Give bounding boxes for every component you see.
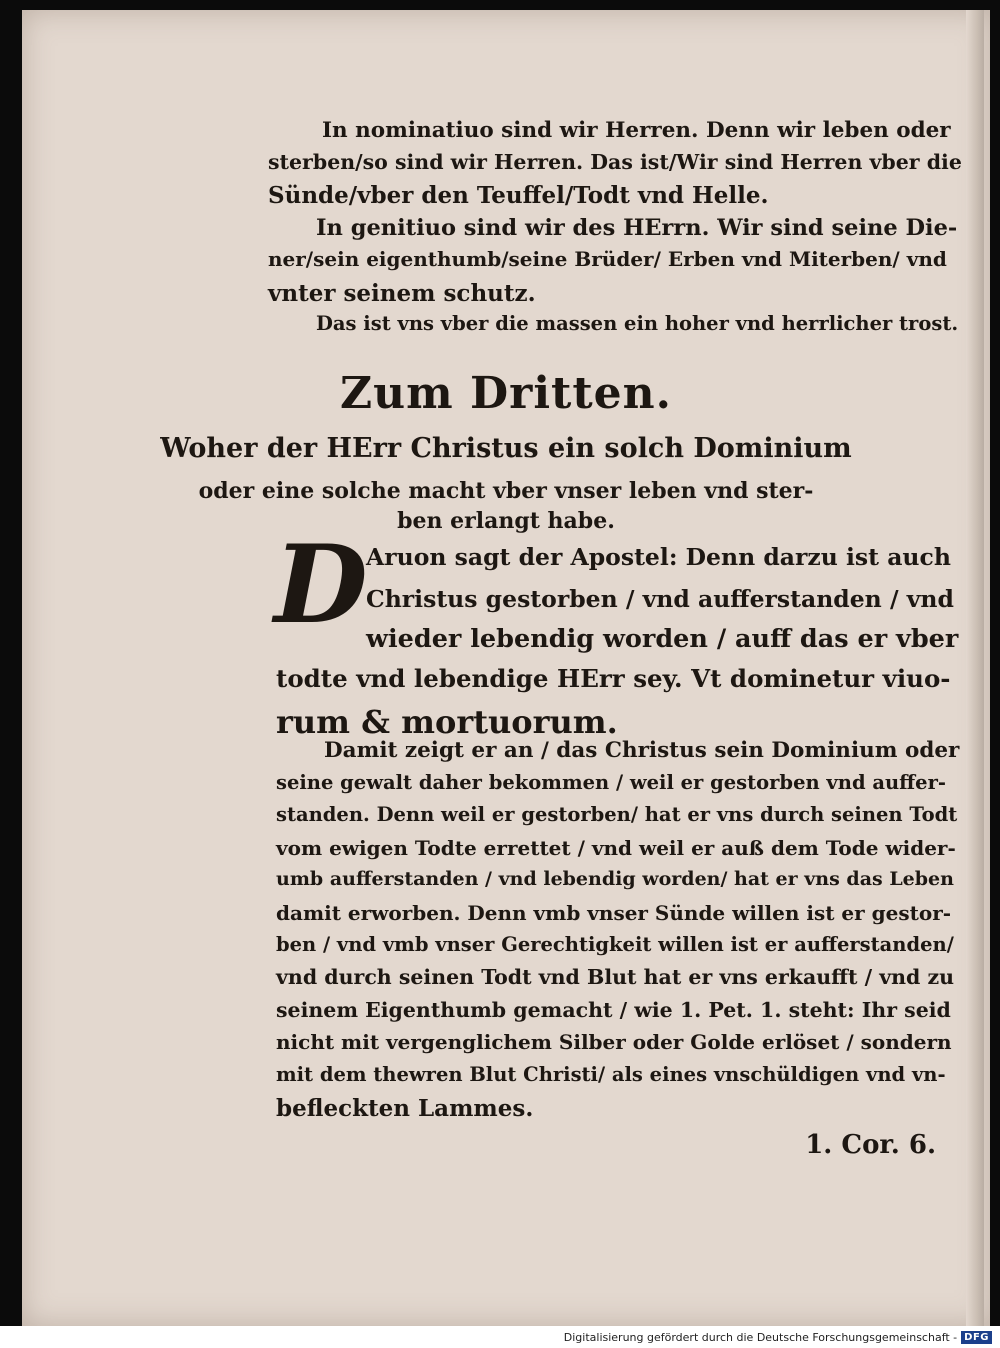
- text-line: ner/sein eigenthumb/seine Brüder/ Erben vnd Miterben/ vnd: [268, 247, 947, 271]
- text-line: rum & mortuorum.: [276, 703, 618, 741]
- catchword: 1. Cor. 6.: [805, 1130, 936, 1160]
- text-line: Das ist vns vber die massen ein hoher vnd herrlicher trost.: [316, 312, 959, 335]
- text-line: In genitiuo sind wir des HErrn. Wir sind seine Die-: [316, 215, 958, 241]
- footer-credit-bar: [0, 1326, 1000, 1348]
- text-line: befleckten Lammes.: [276, 1095, 534, 1122]
- text-line: Sünde/vber den Teuffel/Todt vnd Helle.: [268, 182, 769, 209]
- footer-credit-text: Digitalisierung gefördert durch die Deutsche Forschungsgemeinschaft -: [563, 1330, 958, 1344]
- text-line: mit dem thewren Blut Christi/ als eines vnschüldigen vnd vn-: [276, 1063, 946, 1086]
- subheading-line-3: ben erlangt habe.: [397, 508, 615, 534]
- subheading-line-2: oder eine solche macht vber vnser leben vnd ster-: [198, 478, 814, 504]
- text-line: wieder lebendig worden / auff das er vber: [366, 624, 959, 654]
- text-line: vnd durch seinen Todt vnd Blut hat er vns erkaufft / vnd zu: [276, 965, 955, 989]
- text-line: In nominatiuo sind wir Herren. Denn wir leben oder: [322, 118, 951, 143]
- text-line: vom ewigen Todte errettet / vnd weil er auß dem Tode wider-: [276, 836, 956, 860]
- text-line: sterben/so sind wir Herren. Das ist/Wir sind Herren vber die: [268, 150, 962, 174]
- text-line: damit erworben. Denn vmb vnser Sünde willen ist er gestor-: [276, 901, 952, 925]
- text-line: nicht mit vergenglichem Silber oder Golde erlöset / sondern: [276, 1030, 952, 1054]
- subheading-line-1: Woher der HErr Christus ein solch Dominium: [160, 433, 852, 464]
- dfg-logo-icon[interactable]: DFG: [961, 1331, 992, 1344]
- text-line: seinem Eigenthumb gemacht / wie 1. Pet. 1. steht: Ihr seid: [276, 998, 951, 1022]
- book-page: [22, 10, 990, 1326]
- text-line: ben / vnd vmb vnser Gerechtigkeit willen ist er aufferstanden/: [276, 933, 954, 956]
- text-line: standen. Denn weil er gestorben/ hat er vns durch seinen Todt: [276, 803, 958, 826]
- text-line: umb aufferstanden / vnd lebendig worden/ hat er vns das Leben: [276, 868, 954, 890]
- text-line: seine gewalt daher bekommen / weil er gestorben vnd auffer-: [276, 771, 946, 794]
- text-line: Christus gestorben / vnd aufferstanden / vnd: [366, 585, 954, 613]
- page-text: [22, 10, 990, 1326]
- drop-cap-initial: D: [274, 522, 368, 648]
- text-line: todte vnd lebendige HErr sey. Vt dominetur viuo-: [276, 664, 951, 693]
- text-line: Aruon sagt der Apostel: Denn darzu ist auch: [366, 543, 951, 571]
- text-line: vnter seinem schutz.: [268, 280, 536, 307]
- text-line: Damit zeigt er an / das Christus sein Dominium oder: [324, 738, 960, 763]
- section-heading: Zum Dritten.: [340, 368, 672, 419]
